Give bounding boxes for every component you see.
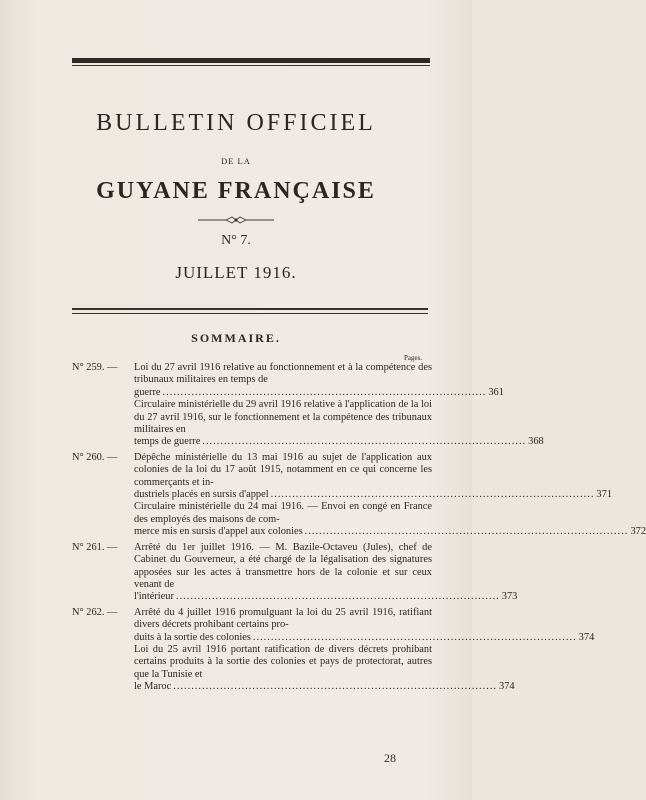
leader-dots: .......................................................................................... (175, 591, 500, 603)
subentry-last-line: temps de guerre (134, 436, 201, 448)
subentry-page: 368 (528, 436, 544, 448)
bulletin-title: BULLETIN OFFICIEL (96, 110, 376, 136)
leader-dots: .......................................................................................... (202, 436, 527, 448)
subentry-last-line: le Maroc (134, 681, 172, 693)
leader-dots: .......................................................................................... (162, 386, 487, 398)
entry-text: Loi du 27 avril 1916 relative au fonctionnement et à la compétence des tribunaux militaires en temps de (134, 362, 432, 386)
table-of-contents (72, 362, 646, 694)
entry-page: 361 (488, 386, 504, 398)
subentry-text: Loi du 25 avril 1916 portant ratification de divers décrets prohibant certains produits à la sortie des colonies et pays de protectorat, autres que la Tunisie et (134, 643, 432, 680)
sommaire-heading: SOMMAIRE. (191, 331, 281, 345)
subentry-text: Circulaire ministérielle du 24 mai 1916. — Envoi en congé en France des employés des maisons de com- (134, 501, 432, 525)
section-double-rule (72, 308, 428, 314)
toc-entry-262 (72, 606, 595, 694)
entry-page: 371 (596, 489, 613, 501)
entry-number: N° 262. — (72, 606, 118, 618)
leader-dots: .......................................................................................... (304, 526, 629, 538)
territory-title: GUYANE FRANÇAISE (96, 178, 376, 204)
entry-number: N° 260. — (72, 451, 118, 463)
toc-subentry (134, 643, 515, 694)
issue-period: JUILLET 1916. (175, 263, 297, 282)
toc-subentry (134, 501, 646, 538)
entry-last-line: dustriels placés en sursis d'appel (134, 489, 269, 501)
issue-number: N° 7. (221, 233, 251, 248)
entry-text: Dépêche ministérielle du 13 mai 1916 au sujet de l'application aux colonies de la loi du 17 août 1915, notamment en ce qui concerne les commerçants et in- (134, 451, 432, 488)
entry-page: 373 (501, 591, 518, 603)
page-folio: 28 (384, 751, 396, 765)
pages-column-label: Pages. (404, 354, 423, 362)
entry-last-line: guerre (134, 386, 161, 398)
subentry-last-line: merce mis en sursis d'appel aux colonies (134, 526, 303, 538)
leader-dots: .......................................................................................... (173, 681, 498, 693)
top-double-rule (72, 58, 430, 66)
entry-text: Arrêté du 1er juillet 1916. — M. Bazile-Octaveu (Jules), chef de Cabinet du Gouverneur, a été chargé de la légalisation des signatures apposées sur les actes à transmettre hors de la colonie et sur ceux venant de (134, 541, 432, 590)
entry-number: N° 261. — (72, 541, 118, 553)
leader-dots: .......................................................................................... (270, 489, 595, 501)
entry-text: Arrêté du 4 juillet 1916 promulguant la loi du 25 avril 1916, ratifiant divers décrets prohibant certains pro- (134, 606, 432, 631)
leader-dots: .......................................................................................... (252, 631, 577, 643)
ornament-divider (0, 212, 472, 230)
toc-entry-259 (72, 362, 544, 449)
toc-entry-261 (72, 541, 518, 604)
entry-last-line: l'intérieur (134, 591, 174, 603)
subentry-text: Circulaire ministérielle du 29 avril 1916 relative à l'application de la loi du 27 avril 1916, sur le fonctionnement et la compétence des tribunaux militaires en (134, 399, 432, 436)
entry-page: 374 (578, 631, 595, 643)
toc-entry-260 (72, 451, 646, 539)
subentry-page: 372 (630, 526, 646, 538)
de-la-text: DE LA (221, 156, 251, 166)
entry-last-line: duits à la sortie des colonies (134, 631, 251, 643)
subentry-page: 374 (499, 681, 515, 693)
toc-subentry (134, 399, 544, 449)
entry-number: N° 259. — (72, 362, 118, 373)
